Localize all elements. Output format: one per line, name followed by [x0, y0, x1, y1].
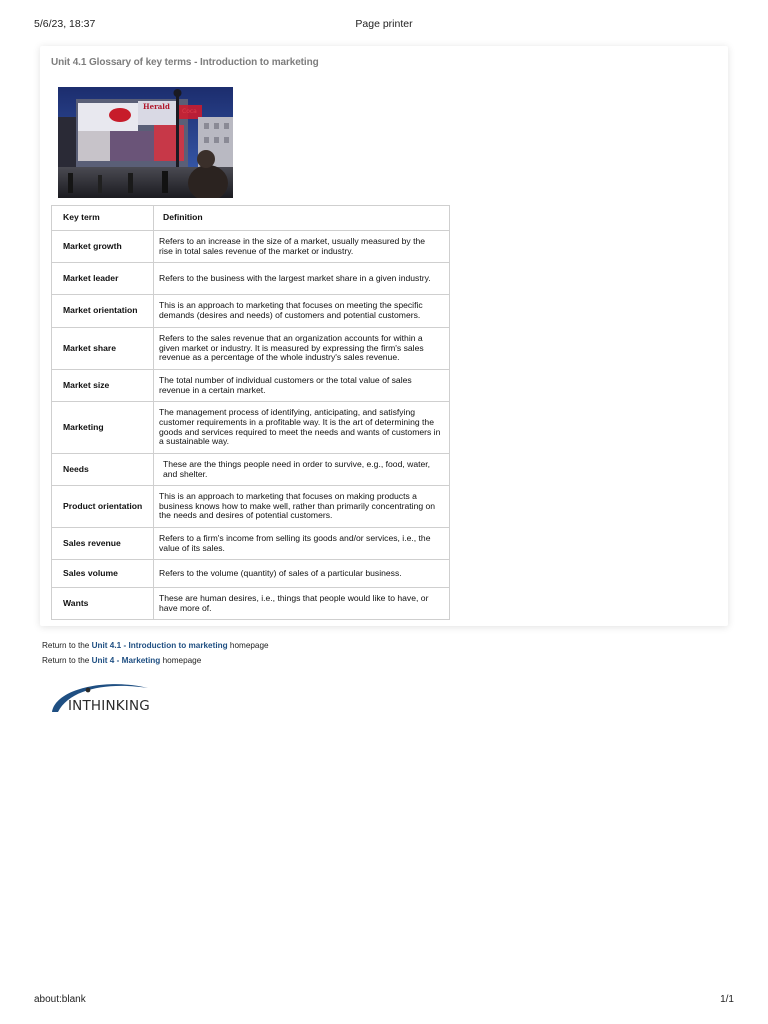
return-prefix: Return to the [42, 641, 92, 650]
table-row [52, 560, 450, 588]
definition: The total number of individual customers or the total value of sales revenue in a certain market. [154, 370, 450, 402]
table-header-row [52, 206, 450, 231]
unit-4-link[interactable]: Unit 4 - Marketing [91, 656, 161, 665]
print-url: about:blank [34, 994, 86, 1005]
table-row [52, 454, 450, 486]
definition: Refers to the volume (quantity) of sales of a particular business. [154, 560, 450, 588]
table-row [52, 263, 450, 295]
table-row [52, 328, 450, 370]
print-page-title: Page printer [355, 18, 413, 30]
key-term: Needs [52, 454, 154, 486]
table-row [52, 402, 450, 454]
definition: These are human desires, i.e., things that people would like to have, or have more of. [154, 588, 450, 620]
key-term: Market orientation [52, 295, 154, 328]
key-term: Market size [52, 370, 154, 402]
logo-figure-icon [86, 688, 91, 693]
logo-text: INTHINKING [68, 698, 150, 714]
definition: The management process of identifying, anticipating, and satisfying customer requirements in a profitable way. It is the art of determining the goods and services required to meet the needs and wants of customers in a sustainable way. [154, 402, 450, 454]
definition: Refers to the sales revenue that an organization accounts for within a given market or industry. It is measured by expressing the firm's sales revenue as a percentage of the whole industry's sales revenue. [154, 328, 450, 370]
table-row [52, 231, 450, 263]
definition: Refers to the business with the largest market share in a given industry. [154, 263, 450, 295]
key-term: Market share [52, 328, 154, 370]
unit-4-1-link[interactable]: Unit 4.1 - Introduction to marketing [91, 641, 228, 650]
table-row [52, 528, 450, 560]
key-term: Product orientation [52, 486, 154, 528]
return-prefix: Return to the [42, 656, 92, 665]
key-term: Wants [52, 588, 154, 620]
key-term: Sales revenue [52, 528, 154, 560]
definition: These are the things people need in order to survive, e.g., food, water, and shelter. [154, 454, 450, 486]
definition: This is an approach to marketing that focuses on meeting the specific demands (desires and needs) of customers and potential customers. [154, 295, 450, 328]
definition: This is an approach to marketing that focuses on making products a business knows how to make well, rather than primarily concentrating on the needs and desires of potential customers. [154, 486, 450, 528]
piccadilly-photo [58, 87, 233, 198]
key-term: Sales volume [52, 560, 154, 588]
print-date: 5/6/23, 18:37 [34, 18, 96, 30]
document-title: Unit 4.1 Glossary of key terms - Introduction to marketing [51, 57, 319, 68]
definition: Refers to an increase in the size of a market, usually measured by the rise in total sales revenue of the market or industry. [154, 231, 450, 263]
inthinking-logo[interactable] [48, 680, 152, 716]
return-suffix: homepage [227, 641, 269, 650]
key-term: Market leader [52, 263, 154, 295]
key-term: Market growth [52, 231, 154, 263]
key-term: Marketing [52, 402, 154, 454]
return-line-unit-4-1 [42, 641, 269, 650]
glossary-table [51, 205, 450, 620]
table-row [52, 295, 450, 328]
print-page-number: 1/1 [720, 994, 734, 1005]
return-suffix: homepage [160, 656, 202, 665]
return-line-unit-4 [42, 656, 201, 665]
header-key-term: Key term [52, 206, 154, 231]
table-row [52, 588, 450, 620]
herald-sign: Herald [143, 102, 170, 111]
table-row [52, 370, 450, 402]
definition: Refers to a firm's income from selling its goods and/or services, i.e., the value of its sales. [154, 528, 450, 560]
table-row [52, 486, 450, 528]
header-definition: Definition [154, 206, 450, 231]
